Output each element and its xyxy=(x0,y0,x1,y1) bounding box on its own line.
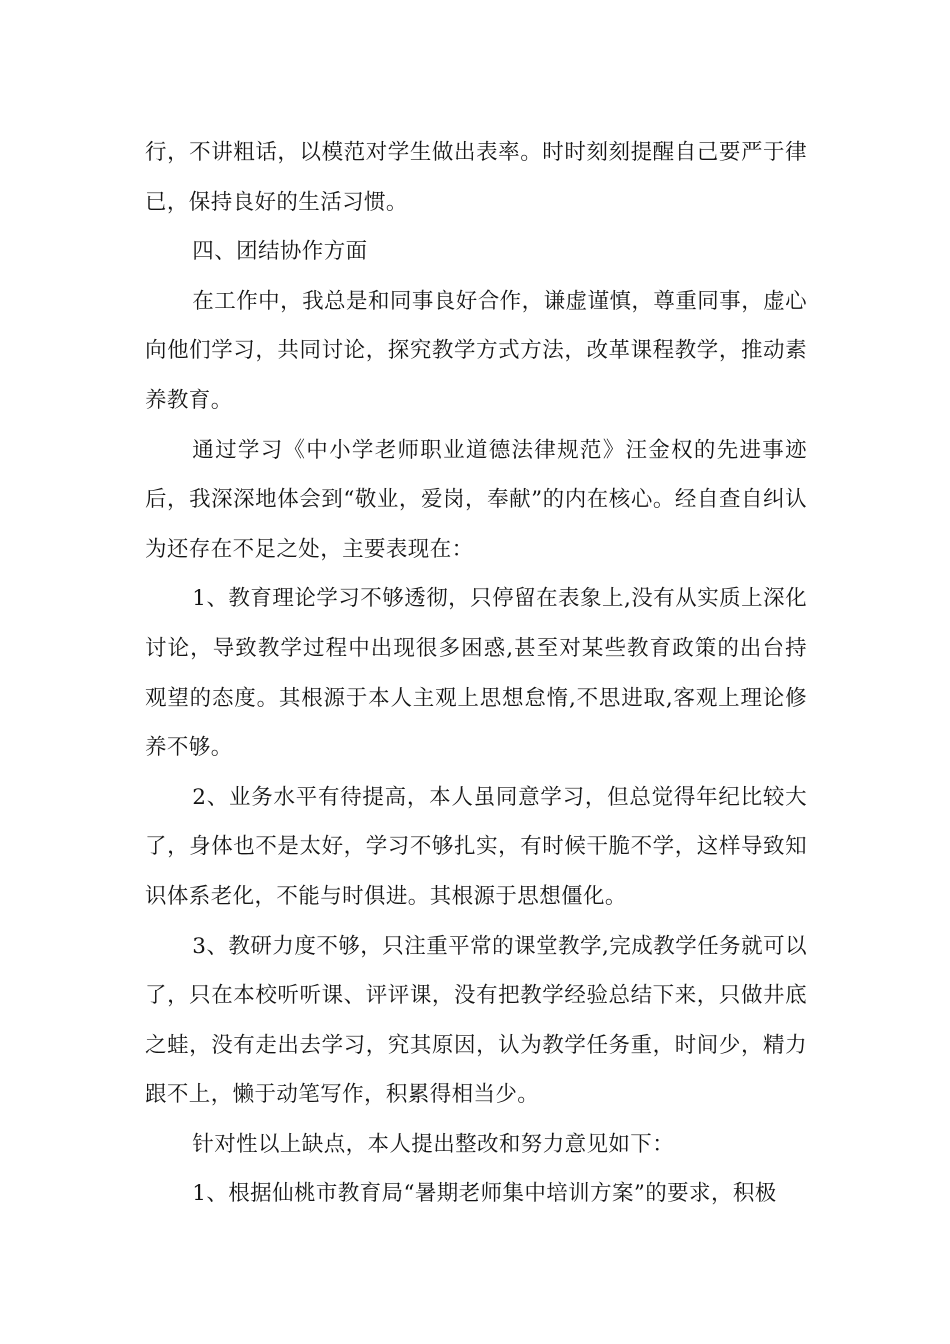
paragraph-teamwork: 在工作中，我总是和同事良好合作，谦虚谨慎，尊重同事，虚心向他们学习，共同讨论，探究教学方式方法，改革课程教学，推动素养教育。 xyxy=(145,288,807,413)
paragraph-rectification-intro: 针对性以上缺点，本人提出整改和努力意见如下： xyxy=(192,1131,675,1157)
list-item-1: 1、教育理论学习不够透彻，只停留在表象上,没有从实质上深化讨论，导致教学过程中出现很多困惑,甚至对某些教育政策的出台持观望的态度。其根源于本人主观上思想怠惰,不思进取,客观上理论修养不够。 xyxy=(145,586,807,761)
list-item-3: 3、教研力度不够，只注重平常的课堂教学,完成教学任务就可以了，只在本校听听课、评评课，没有把教学经验总结下来，只做井底之蛙，没有走出去学习，究其原因，认为教学任务重，时间少，精力跟不上，懒于动笔写作，积累得相当少。 xyxy=(145,933,807,1108)
list-item-2: 2、业务水平有待提高，本人虽同意学习，但总觉得年纪比较大了，身体也不是太好，学习不够扎实，有时候干脆不学，这样导致知识体系老化，不能与时俱进。其根源于思想僵化。 xyxy=(145,784,807,909)
section-heading: 四、团结协作方面 xyxy=(192,239,368,265)
rectification-item-1: 1、根据仙桃市教育局“暑期老师集中培训方案”的要求，积极 xyxy=(192,1181,777,1207)
document-body xyxy=(145,128,807,1219)
paragraph-self-review: 通过学习《中小学老师职业道德法律规范》汪金权的先进事迹后，我深深地体会到“敬业，爱岗，奉献”的内在核心。经自查自纠认为还存在不足之处，主要表现在： xyxy=(145,437,807,562)
paragraph-continuation: 行，不讲粗话，以模范对学生做出表率。时时刻刻提醒自己要严于律已，保持良好的生活习惯。 xyxy=(145,140,807,215)
